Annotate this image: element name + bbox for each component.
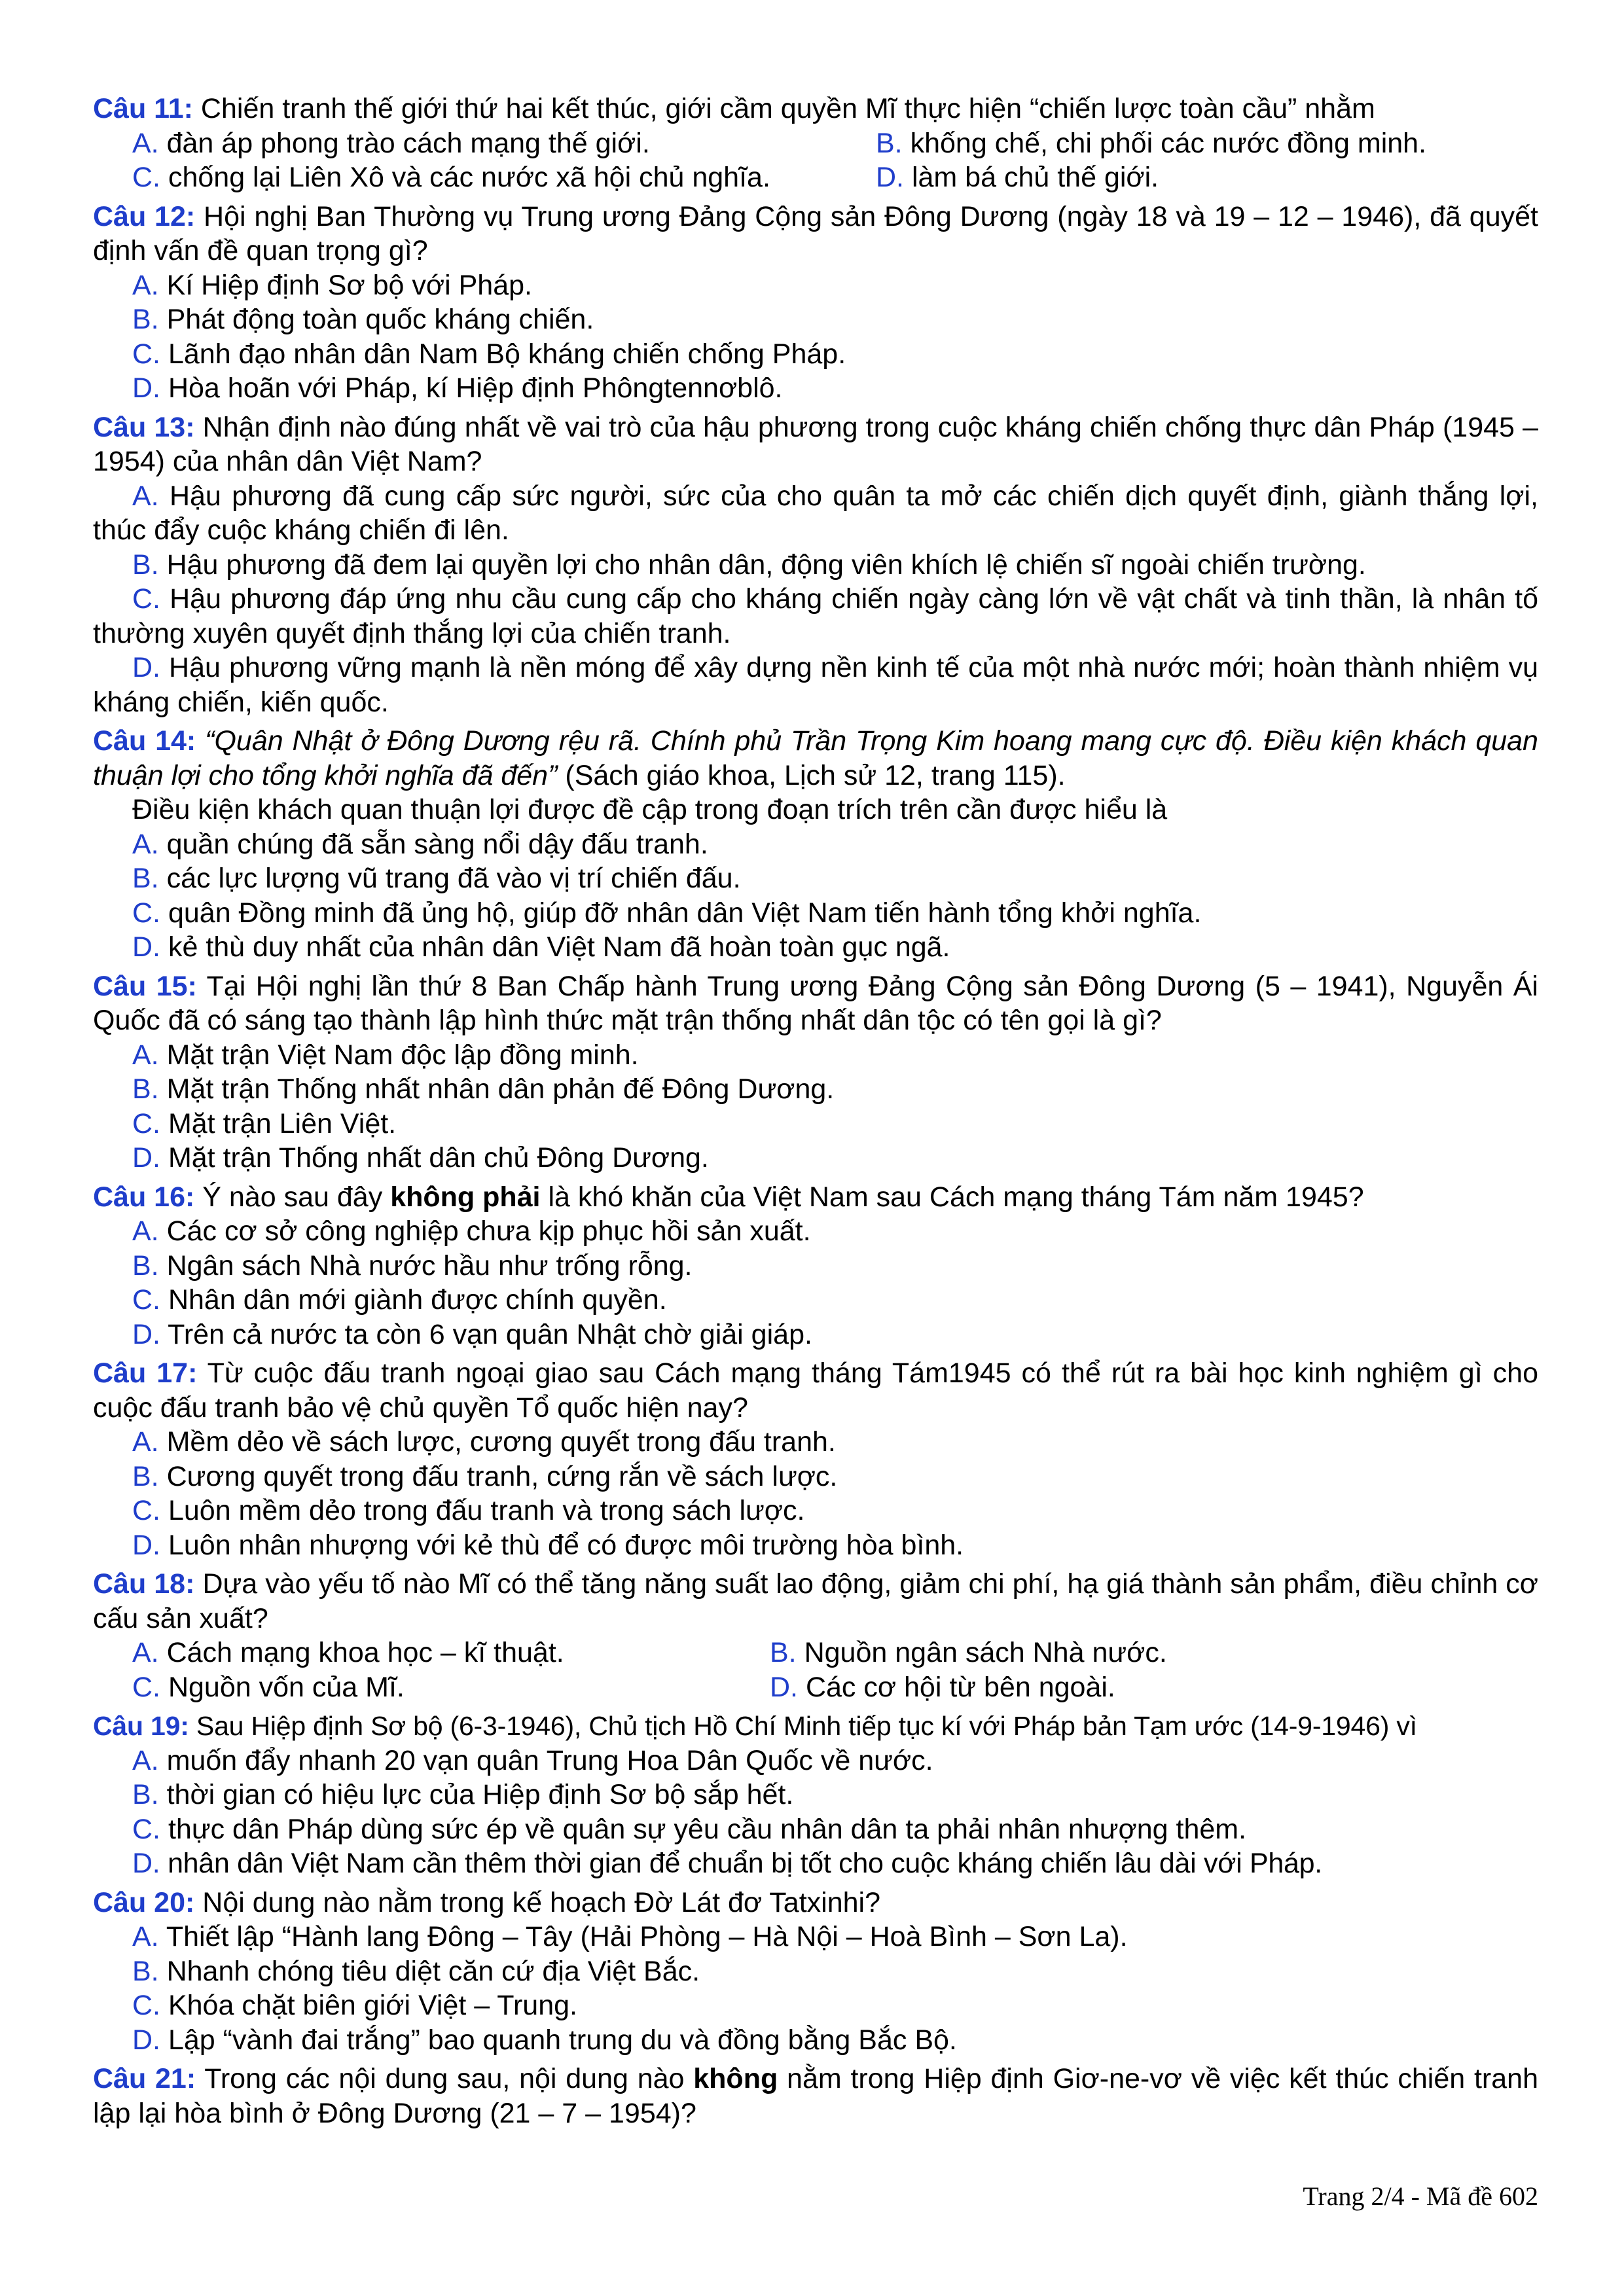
option-a[interactable] bbox=[93, 827, 1538, 862]
question-label: Câu 21: bbox=[93, 2063, 196, 2094]
option-text: Hậu phương đã cung cấp sức người, sức của cho quân ta mở các chiến dịch quyết định, giành thắng lợi, thúc đẩy cuộc kháng chiến đi lên. bbox=[93, 480, 1538, 546]
option-text: thực dân Pháp dùng sức ép về quân sự yêu cầu nhân dân ta phải nhân nhượng thêm. bbox=[168, 1813, 1247, 1845]
question-stem bbox=[93, 1567, 1538, 1636]
question-label: Câu 18: bbox=[93, 1568, 195, 1600]
question-stem bbox=[93, 2062, 1538, 2130]
question-21 bbox=[93, 2062, 1538, 2130]
question-stem bbox=[93, 1180, 1538, 1215]
option-text: Cách mạng khoa học – kĩ thuật. bbox=[166, 1637, 564, 1668]
option-text: Hậu phương đáp ứng nhu cầu cung cấp cho kháng chiến ngày càng lớn về vật chất và tinh thần, là nhân tố thường xuyên quyết định thắng lợi của chiến tranh. bbox=[93, 583, 1539, 649]
option-letter: D. bbox=[132, 1318, 160, 1350]
option-text: nhân dân Việt Nam cần thêm thời gian để chuẩn bị tốt cho cuộc kháng chiến lâu dài với Pháp. bbox=[168, 1848, 1322, 1879]
question-text: nằm trong Hiệp định Giơ-ne-vơ về việc kết thúc chiến tranh lập lại hòa bình ở Đông Dương (21 – 7 – 1954)? bbox=[93, 2063, 1538, 2129]
option-text: Luôn mềm dẻo trong đấu tranh và trong sách lược. bbox=[168, 1495, 805, 1526]
question-label: Câu 14: bbox=[93, 725, 196, 757]
question-prompt: Điều kiện khách quan thuận lợi được đề cập trong đoạn trích trên cần được hiểu là bbox=[132, 794, 1168, 825]
question-text: là khó khăn của Việt Nam sau Cách mạng tháng Tám năm 1945? bbox=[548, 1181, 1364, 1213]
question-stem bbox=[93, 1709, 1538, 1744]
option-text: chống lại Liên Xô và các nước xã hội chủ nghĩa. bbox=[168, 162, 770, 193]
option-text: Mặt trận Liên Việt. bbox=[168, 1107, 397, 1139]
question-text: Từ cuộc đấu tranh ngoại giao sau Cách mạng tháng Tám1945 có thể rút ra bài học kinh nghiệm gì cho cuộc đấu tranh bảo vệ chủ quyền Tổ quốc hiện nay? bbox=[93, 1357, 1538, 1424]
option-c[interactable] bbox=[93, 1988, 1538, 2023]
option-letter: D. bbox=[132, 2024, 160, 2056]
question-text: Chiến tranh thế giới thứ hai kết thúc, giới cầm quyền Mĩ thực hiện “chiến lược toàn cầu” nhằm bbox=[200, 93, 1375, 124]
option-text: Hậu phương đã đem lại quyền lợi cho nhân dân, động viên khích lệ chiến sĩ ngoài chiến trường. bbox=[166, 548, 1366, 581]
question-19 bbox=[93, 1709, 1538, 1881]
option-letter: D. bbox=[132, 652, 160, 683]
option-text: Luôn nhân nhượng với kẻ thù để có được môi trường hòa bình. bbox=[168, 1529, 964, 1561]
question-13 bbox=[93, 410, 1538, 720]
option-letter: B. bbox=[132, 548, 159, 581]
question-stem bbox=[93, 724, 1538, 793]
page-footer: Trang 2/4 - Mã đề 602 bbox=[1303, 2181, 1538, 2211]
question-text: Dựa vào yếu tố nào Mĩ có thể tăng năng suất lao động, giảm chi phí, hạ giá thành sản phẩm, điều chỉnh cơ cấu sản xuất? bbox=[93, 1568, 1538, 1634]
option-a[interactable] bbox=[93, 1920, 1538, 1954]
option-text: Trên cả nước ta còn 6 vạn quân Nhật chờ giải giáp. bbox=[168, 1318, 812, 1350]
option-b[interactable] bbox=[93, 1460, 1538, 1494]
question-text: Tại Hội nghị lần thứ 8 Ban Chấp hành Trung ương Đảng Cộng sản Đông Dương (5 – 1941), Nguyễn Ái Quốc đã có sáng tạo thành lập hình thức mặt trận thống nhất dân tộc có tên gọi là gì? bbox=[93, 970, 1538, 1036]
option-letter: C. bbox=[132, 338, 160, 370]
question-stem bbox=[93, 1886, 1538, 1920]
option-letter: D. bbox=[876, 162, 904, 193]
option-text: Mặt trận Thống nhất dân chủ Đông Dương. bbox=[168, 1142, 709, 1174]
option-text: quân Đồng minh đã ủng hộ, giúp đỡ nhân dân Việt Nam tiến hành tổng khởi nghĩa. bbox=[168, 897, 1202, 929]
question-text: Hội nghị Ban Thường vụ Trung ương Đảng Cộng sản Đông Dương (ngày 18 và 19 – 12 – 1946), đã quyết định vấn đề quan trọng gì? bbox=[93, 200, 1538, 266]
question-label: Câu 12: bbox=[93, 200, 196, 232]
question-stem bbox=[93, 969, 1538, 1038]
option-letter: B. bbox=[132, 863, 159, 894]
option-text: Cương quyết trong đấu tranh, cứng rắn về sách lược. bbox=[166, 1460, 838, 1492]
question-label: Câu 13: bbox=[93, 411, 195, 443]
option-b[interactable] bbox=[770, 1636, 1167, 1670]
option-c[interactable] bbox=[93, 1283, 1538, 1318]
question-stem bbox=[93, 92, 1538, 126]
option-a[interactable] bbox=[93, 1744, 1538, 1778]
option-d[interactable] bbox=[93, 2023, 1538, 2058]
option-b[interactable] bbox=[93, 1954, 1538, 1989]
option-letter: B. bbox=[132, 1460, 159, 1492]
option-b[interactable] bbox=[93, 1778, 1538, 1812]
question-label: Câu 20: bbox=[93, 1886, 195, 1918]
option-d[interactable] bbox=[93, 1528, 1538, 1563]
option-letter: C. bbox=[132, 583, 160, 615]
question-emphasis: không bbox=[693, 2063, 778, 2094]
option-text: Thiết lập “Hành lang Đông – Tây (Hải Phòng – Hà Nội – Hoà Bình – Sơn La). bbox=[166, 1921, 1128, 1952]
option-row bbox=[93, 126, 1538, 161]
option-text: Mặt trận Việt Nam độc lập đồng minh. bbox=[166, 1039, 639, 1071]
option-b[interactable] bbox=[93, 1072, 1538, 1107]
option-b[interactable] bbox=[93, 302, 1538, 337]
question-12 bbox=[93, 200, 1538, 406]
option-a[interactable] bbox=[93, 1425, 1538, 1460]
question-label: Câu 19: bbox=[93, 1711, 189, 1741]
option-letter: A. bbox=[132, 1637, 159, 1668]
question-18 bbox=[93, 1567, 1538, 1704]
option-c[interactable] bbox=[93, 160, 876, 195]
option-letter: B. bbox=[876, 127, 903, 159]
option-letter: D. bbox=[132, 1529, 160, 1561]
question-label: Câu 15: bbox=[93, 970, 197, 1002]
question-20 bbox=[93, 1886, 1538, 2058]
option-letter: C. bbox=[132, 162, 160, 193]
option-text: Nhanh chóng tiêu diệt căn cứ địa Việt Bắc. bbox=[166, 1955, 700, 1987]
option-b[interactable] bbox=[93, 1249, 1538, 1283]
option-text: Mặt trận Thống nhất nhân dân phản đế Đông Dương. bbox=[166, 1073, 835, 1105]
option-a[interactable] bbox=[93, 126, 876, 161]
option-a[interactable] bbox=[93, 268, 1538, 303]
option-c[interactable] bbox=[93, 1812, 1538, 1847]
option-d[interactable] bbox=[93, 371, 1538, 406]
option-letter: A. bbox=[132, 127, 159, 159]
option-text: Kí Hiệp định Sơ bộ với Pháp. bbox=[166, 269, 532, 301]
option-c[interactable] bbox=[93, 1670, 770, 1705]
option-a[interactable] bbox=[93, 479, 1538, 548]
option-text: Mềm dẻo về sách lược, cương quyết trong đấu tranh. bbox=[166, 1426, 836, 1458]
option-text: Hòa hoãn với Pháp, kí Hiệp định Phôngtennơblô. bbox=[168, 372, 783, 404]
option-letter: A. bbox=[132, 1215, 159, 1247]
option-text: đàn áp phong trào cách mạng thế giới. bbox=[166, 127, 650, 159]
question-15 bbox=[93, 969, 1538, 1175]
option-text: Nguồn ngân sách Nhà nước. bbox=[804, 1637, 1167, 1668]
option-d[interactable] bbox=[93, 1846, 1538, 1881]
question-text: Trong các nội dung sau, nội dung nào bbox=[204, 2063, 685, 2094]
option-text: Ngân sách Nhà nước hầu như trống rỗng. bbox=[166, 1249, 693, 1282]
question-text: Sau Hiệp định Sơ bộ (6-3-1946), Chủ tịch Hồ Chí Minh tiếp tục kí với Pháp bản Tạm ước (14-9-1946) vì bbox=[196, 1711, 1417, 1741]
option-letter: B. bbox=[132, 1779, 159, 1810]
option-letter: D. bbox=[132, 931, 160, 963]
option-c[interactable] bbox=[93, 896, 1538, 931]
option-a[interactable] bbox=[93, 1636, 770, 1670]
question-emphasis: không phải bbox=[390, 1181, 541, 1213]
question-label: Câu 11: bbox=[93, 93, 193, 124]
option-d[interactable] bbox=[93, 1318, 1538, 1352]
option-letter: C. bbox=[132, 1671, 160, 1703]
option-c[interactable] bbox=[93, 1494, 1538, 1528]
question-17 bbox=[93, 1356, 1538, 1562]
question-stem bbox=[93, 200, 1538, 268]
option-letter: A. bbox=[132, 828, 159, 860]
option-letter: A. bbox=[132, 269, 159, 301]
question-label: Câu 17: bbox=[93, 1357, 198, 1389]
option-text: thời gian có hiệu lực của Hiệp định Sơ bộ sắp hết. bbox=[166, 1779, 794, 1810]
option-a[interactable] bbox=[93, 1038, 1538, 1073]
option-text: làm bá chủ thế giới. bbox=[911, 162, 1159, 193]
question-label: Câu 16: bbox=[93, 1181, 195, 1213]
option-letter: D. bbox=[132, 1142, 160, 1174]
option-b[interactable] bbox=[93, 861, 1538, 896]
question-stem bbox=[93, 410, 1538, 479]
option-a[interactable] bbox=[93, 1214, 1538, 1249]
option-text: Khóa chặt biên giới Việt – Trung. bbox=[168, 1990, 577, 2021]
option-c[interactable] bbox=[93, 1107, 1538, 1141]
option-text: các lực lượng vũ trang đã vào vị trí chiến đấu. bbox=[166, 863, 741, 894]
option-text: Hậu phương vững mạnh là nền móng để xây dựng nền kinh tế của một nhà nước mới; hoàn thành nhiệm vụ kháng chiến, kiến quốc. bbox=[93, 652, 1538, 718]
option-b[interactable] bbox=[876, 126, 1426, 161]
option-d[interactable] bbox=[93, 1141, 1538, 1175]
option-letter: B. bbox=[132, 1073, 159, 1105]
option-text: quần chúng đã sẵn sàng nổi dậy đấu tranh. bbox=[166, 828, 708, 860]
option-letter: C. bbox=[132, 1107, 160, 1139]
option-text: Các cơ hội từ bên ngoài. bbox=[805, 1671, 1115, 1703]
option-letter: B. bbox=[132, 1249, 159, 1282]
option-letter: A. bbox=[132, 480, 159, 512]
question-text: Nhận định nào đúng nhất về vai trò của hậu phương trong cuộc kháng chiến chống thực dân Pháp (1945 – 1954) của nhân dân Việt Nam? bbox=[93, 411, 1538, 477]
question-text: Ý nào sau đây bbox=[202, 1181, 383, 1213]
option-letter: B. bbox=[132, 304, 159, 335]
option-letter: C. bbox=[132, 1284, 160, 1316]
option-c[interactable] bbox=[93, 337, 1538, 372]
option-letter: A. bbox=[132, 1744, 159, 1776]
option-d[interactable] bbox=[93, 930, 1538, 965]
option-letter: D. bbox=[132, 372, 160, 404]
option-text: kẻ thù duy nhất của nhân dân Việt Nam đã hoàn toàn gục ngã. bbox=[168, 931, 950, 963]
question-14 bbox=[93, 724, 1538, 965]
option-d[interactable] bbox=[770, 1670, 1115, 1705]
option-letter: A. bbox=[132, 1039, 159, 1071]
question-16 bbox=[93, 1180, 1538, 1352]
option-letter: C. bbox=[132, 1495, 160, 1526]
option-letter: D. bbox=[770, 1671, 798, 1703]
option-text: Nguồn vốn của Mĩ. bbox=[168, 1671, 405, 1703]
option-c[interactable] bbox=[93, 582, 1538, 651]
option-text: Các cơ sở công nghiệp chưa kịp phục hồi sản xuất. bbox=[166, 1215, 811, 1247]
question-stem bbox=[93, 1356, 1538, 1425]
option-letter: C. bbox=[132, 1813, 160, 1845]
option-text: khống chế, chi phối các nước đồng minh. bbox=[910, 127, 1427, 159]
option-letter: D. bbox=[132, 1848, 160, 1879]
question-11 bbox=[93, 92, 1538, 195]
question-source: (Sách giáo khoa, Lịch sử 12, trang 115). bbox=[565, 759, 1066, 791]
question-text: Nội dung nào nằm trong kế hoạch Đờ Lát đơ Tatxinhi? bbox=[202, 1886, 880, 1918]
option-row bbox=[93, 1636, 1538, 1670]
option-letter: B. bbox=[770, 1637, 797, 1668]
option-text: Lập “vành đai trắng” bao quanh trung du và đồng bằng Bắc Bộ. bbox=[168, 2024, 957, 2056]
option-letter: C. bbox=[132, 1990, 160, 2021]
option-text: Phát động toàn quốc kháng chiến. bbox=[166, 304, 594, 335]
option-text: Nhân dân mới giành được chính quyền. bbox=[168, 1284, 667, 1316]
option-letter: C. bbox=[132, 897, 160, 929]
option-b[interactable] bbox=[93, 548, 1538, 583]
option-row bbox=[93, 1670, 1538, 1705]
option-letter: B. bbox=[132, 1955, 159, 1987]
option-letter: A. bbox=[132, 1426, 159, 1458]
option-d[interactable] bbox=[876, 160, 1159, 195]
question-quote: “Quân Nhật ở Đông Dương rệu rã. Chính phủ Trần Trọng Kim hoang mang cực độ. Điều kiện khách quan thuận lợi cho tổng khởi nghĩa đã đến” bbox=[93, 725, 1538, 791]
option-d[interactable] bbox=[93, 651, 1538, 719]
exam-page bbox=[93, 92, 1538, 2135]
option-text: muốn đẩy nhanh 20 vạn quân Trung Hoa Dân Quốc về nước. bbox=[166, 1744, 933, 1776]
option-letter: A. bbox=[132, 1921, 159, 1952]
option-row bbox=[93, 160, 1538, 195]
option-text: Lãnh đạo nhân dân Nam Bộ kháng chiến chống Pháp. bbox=[168, 338, 846, 370]
